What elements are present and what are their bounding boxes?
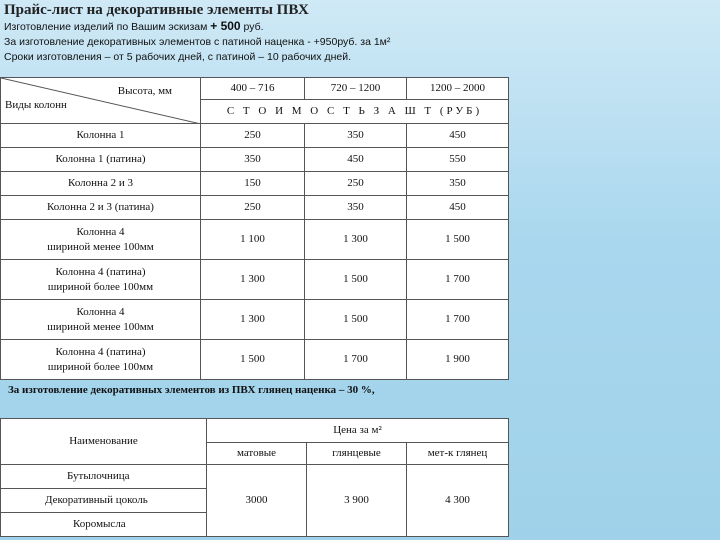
price-cell: 1 500 bbox=[305, 300, 407, 340]
price-cell: 1 500 bbox=[305, 260, 407, 300]
table-row bbox=[1, 196, 509, 220]
price-cell: 250 bbox=[201, 196, 305, 220]
price-cell: 350 bbox=[305, 124, 407, 148]
price-cell: 250 bbox=[201, 124, 305, 148]
column-name-cell bbox=[1, 220, 201, 260]
price-cell: 1 500 bbox=[407, 220, 509, 260]
table-row bbox=[1, 260, 509, 300]
column-name-cell bbox=[1, 172, 201, 196]
header-line-sketches bbox=[4, 19, 716, 35]
price-cell: 250 bbox=[305, 172, 407, 196]
price-cell: 1 700 bbox=[407, 300, 509, 340]
name-header: Наименование bbox=[1, 419, 207, 465]
table-row bbox=[1, 220, 509, 260]
price-glossy: 3 900 bbox=[307, 465, 407, 537]
price-cell: 450 bbox=[407, 196, 509, 220]
column-name-cell bbox=[1, 148, 201, 172]
gloss-markup-note: За изготовление декоративных элементов из ПВХ глянец наценка – 30 %, bbox=[8, 384, 375, 396]
item-bottle-profile: Бутылочница bbox=[1, 465, 207, 489]
price-cell: 450 bbox=[407, 124, 509, 148]
column-name: Колонна 4 bbox=[76, 305, 125, 318]
column-width-note: шириной менее 100мм bbox=[47, 240, 154, 253]
price-cell: 1 300 bbox=[201, 260, 305, 300]
table-row bbox=[1, 300, 509, 340]
cost-header: С Т О И М О С Т Ь З А Ш Т (РУБ) bbox=[201, 100, 509, 124]
header-line-bold: + 500 bbox=[210, 19, 241, 33]
columns-price-table bbox=[0, 77, 509, 380]
column-name: Колонна 2 и 3 bbox=[68, 177, 133, 189]
price-cell: 450 bbox=[305, 148, 407, 172]
height-range-1: 400 – 716 bbox=[201, 78, 305, 100]
page-title: Прайс-лист на декоративные элементы ПВХ bbox=[4, 2, 309, 18]
column-name-cell bbox=[1, 300, 201, 340]
column-name-cell bbox=[1, 196, 201, 220]
height-label: Высота, мм bbox=[117, 85, 172, 97]
header-line-text: Изготовление изделий по Вашим эскизам bbox=[4, 21, 211, 33]
column-name: Колонна 4 (патина) bbox=[55, 345, 146, 358]
header-line-patina: За изготовление декоративных элементов с патиной наценка - +950руб. за 1м² bbox=[4, 36, 391, 48]
column-width-note: шириной более 100мм bbox=[47, 360, 154, 373]
table-row bbox=[1, 340, 509, 380]
price-cell: 1 100 bbox=[201, 220, 305, 260]
price-per-m2-header: Цена за м² bbox=[207, 419, 509, 443]
height-range-3: 1200 – 2000 bbox=[407, 78, 509, 100]
finish-matte: матовые bbox=[207, 443, 307, 465]
price-cell: 1 900 bbox=[407, 340, 509, 380]
column-name-cell bbox=[1, 340, 201, 380]
table-row bbox=[1, 124, 509, 148]
finish-glossy: глянцевые bbox=[307, 443, 407, 465]
header-line-terms: Сроки изготовления – от 5 рабочих дней, с патиной – 10 рабочих дней. bbox=[4, 51, 352, 63]
price-cell: 350 bbox=[201, 148, 305, 172]
column-name: Колонна 1 (патина) bbox=[55, 153, 146, 165]
price-cell: 1 700 bbox=[305, 340, 407, 380]
header-line-tail: руб. bbox=[240, 21, 264, 33]
price-cell: 550 bbox=[407, 148, 509, 172]
column-kinds-label: Виды колонн bbox=[5, 99, 67, 111]
item-yoke: Коромысла bbox=[1, 513, 207, 537]
price-cell: 350 bbox=[407, 172, 509, 196]
table-row bbox=[1, 172, 509, 196]
item-decorative-plinth: Декоративный цоколь bbox=[1, 489, 207, 513]
price-cell: 150 bbox=[201, 172, 305, 196]
column-name: Колонна 4 bbox=[76, 225, 125, 238]
table-row bbox=[1, 148, 509, 172]
price-cell: 1 300 bbox=[201, 300, 305, 340]
column-name: Колонна 4 (патина) bbox=[55, 265, 146, 278]
price-cell: 350 bbox=[305, 196, 407, 220]
column-name-cell bbox=[1, 260, 201, 300]
price-metallic-gloss: 4 300 bbox=[407, 465, 509, 537]
column-width-note: шириной более 100мм bbox=[47, 280, 154, 293]
profiles-price-table bbox=[0, 418, 509, 537]
price-cell: 1 700 bbox=[407, 260, 509, 300]
column-width-note: шириной менее 100мм bbox=[47, 320, 154, 333]
column-name-cell bbox=[1, 124, 201, 148]
finish-metallic-gloss: мет-к глянец bbox=[407, 443, 509, 465]
price-matte: 3000 bbox=[207, 465, 307, 537]
table-corner-cell bbox=[1, 78, 201, 124]
price-cell: 1 500 bbox=[201, 340, 305, 380]
column-name: Колонна 1 bbox=[76, 129, 125, 141]
price-cell: 1 300 bbox=[305, 220, 407, 260]
height-range-2: 720 – 1200 bbox=[305, 78, 407, 100]
column-name: Колонна 2 и 3 (патина) bbox=[47, 201, 154, 213]
price-list-header bbox=[4, 2, 716, 65]
